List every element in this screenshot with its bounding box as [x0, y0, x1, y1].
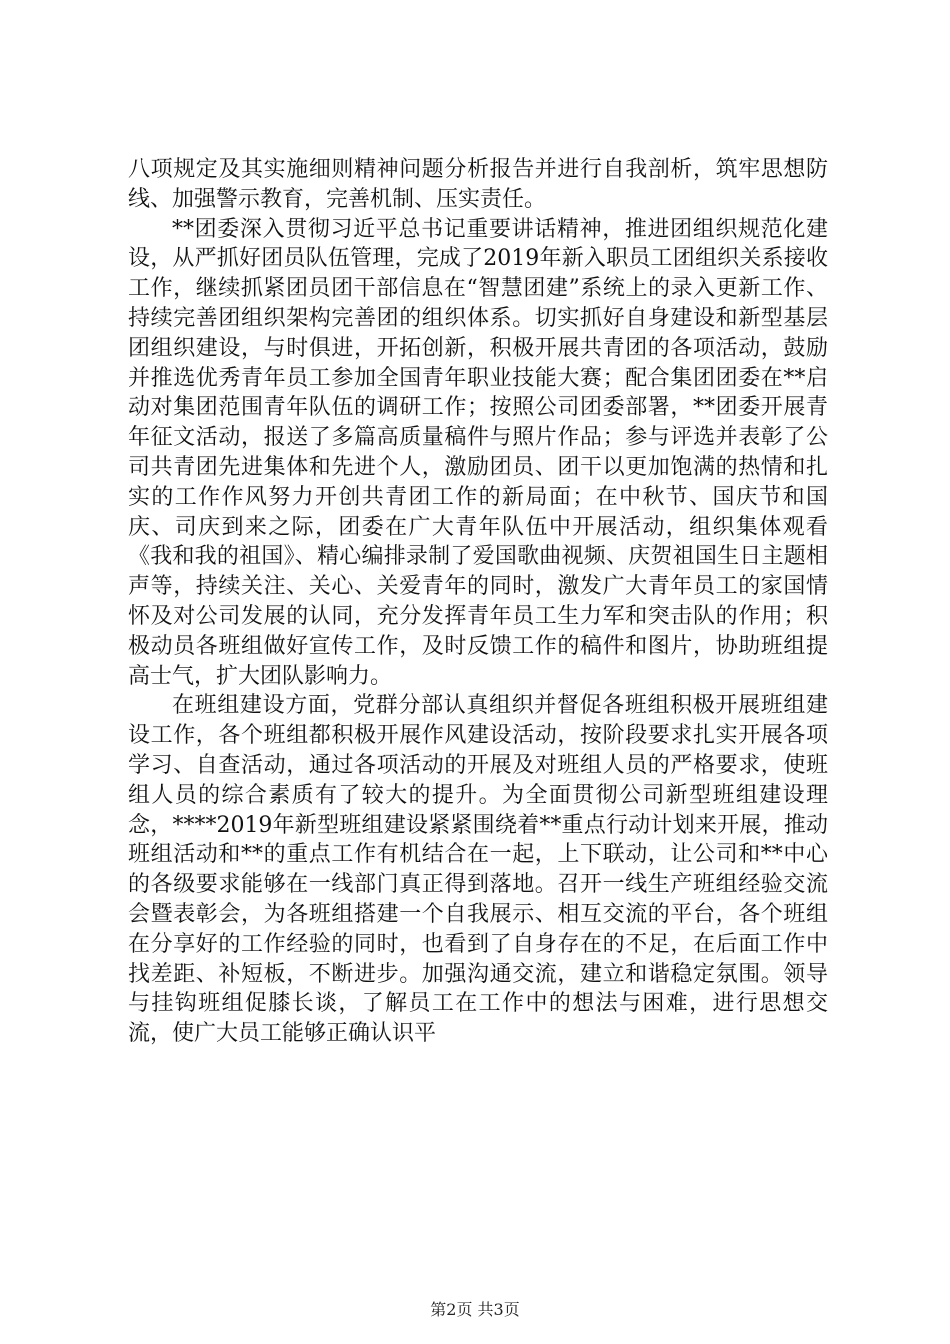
paragraph-team-building: 在班组建设方面，党群分部认真组织并督促各班组积极开展班组建设工作，各个班组都积极开展作风建设活动，按阶段要求扎实开展各项学习、自查活动，通过各项活动的开展及对班组人员的严格要求，使班组人员的综合素质有了较大的提升。为全面贯彻公司新型班组建设理念，****2019年新型班组建设紧紧围绕着**重点行动计划来开展，推动班组活动和**的重点工作有机结合在一起，上下联动，让公司和**中心的各级要求能够在一线部门真正得到落地。召开一线生产班组经验交流会暨表彰会，为各班组搭建一个自我展示、相互交流的平台，各个班组在分享好的工作经验的同时，也看到了自身存在的不足，在后面工作中找差距、补短板，不断进步。加强沟通交流，建立和谐稳定氛围。领导与挂钩班组促膝长谈，了解员工在工作中的想法与困难，进行思想交流，使广大员工能够正确认识平 [128, 693, 828, 1047]
document-body [128, 155, 828, 1049]
paragraph-youth-league: **团委深入贯彻习近平总书记重要讲话精神，推进团组织规范化建设，从严抓好团员队伍管理，完成了2019年新入职员工团组织关系接收工作，继续抓紧团员团干部信息在“智慧团建”系统上的录入更新工作、持续完善团组织架构完善团的组织体系。切实抓好自身建设和新型基层团组织建设，与时俱进，开拓创新，积极开展共青团的各项活动，鼓励并推选优秀青年员工参加全国青年职业技能大赛；配合集团团委在**启动对集团范围青年队伍的调研工作；按照公司团委部署，**团委开展青年征文活动，报送了多篇高质量稿件与照片作品；参与评选并表彰了公司共青团先进集体和先进个人，激励团员、团干以更加饱满的热情和扎实的工作作风努力开创共青团工作的新局面；在中秋节、国庆节和国庆、司庆到来之际，团委在广大青年队伍中开展活动，组织集体观看《我和我的祖国》、精心编排录制了爱国歌曲视频、庆贺祖国生日主题相声等，持续关注、关心、关爱青年的同时，激发广大青年员工的家国情怀及对公司发展的认同，充分发挥青年员工生力军和突击队的作用；积极动员各班组做好宣传工作，及时反馈工作的稿件和图片，协助班组提高士气，扩大团队影响力。 [128, 216, 828, 689]
paragraph-continuation: 八项规定及其实施细则精神问题分析报告并进行自我剖析，筑牢思想防线、加强警示教育，完善机制、压实责任。 [128, 157, 828, 212]
page-footer: 第2页 共3页 [430, 1300, 520, 1319]
